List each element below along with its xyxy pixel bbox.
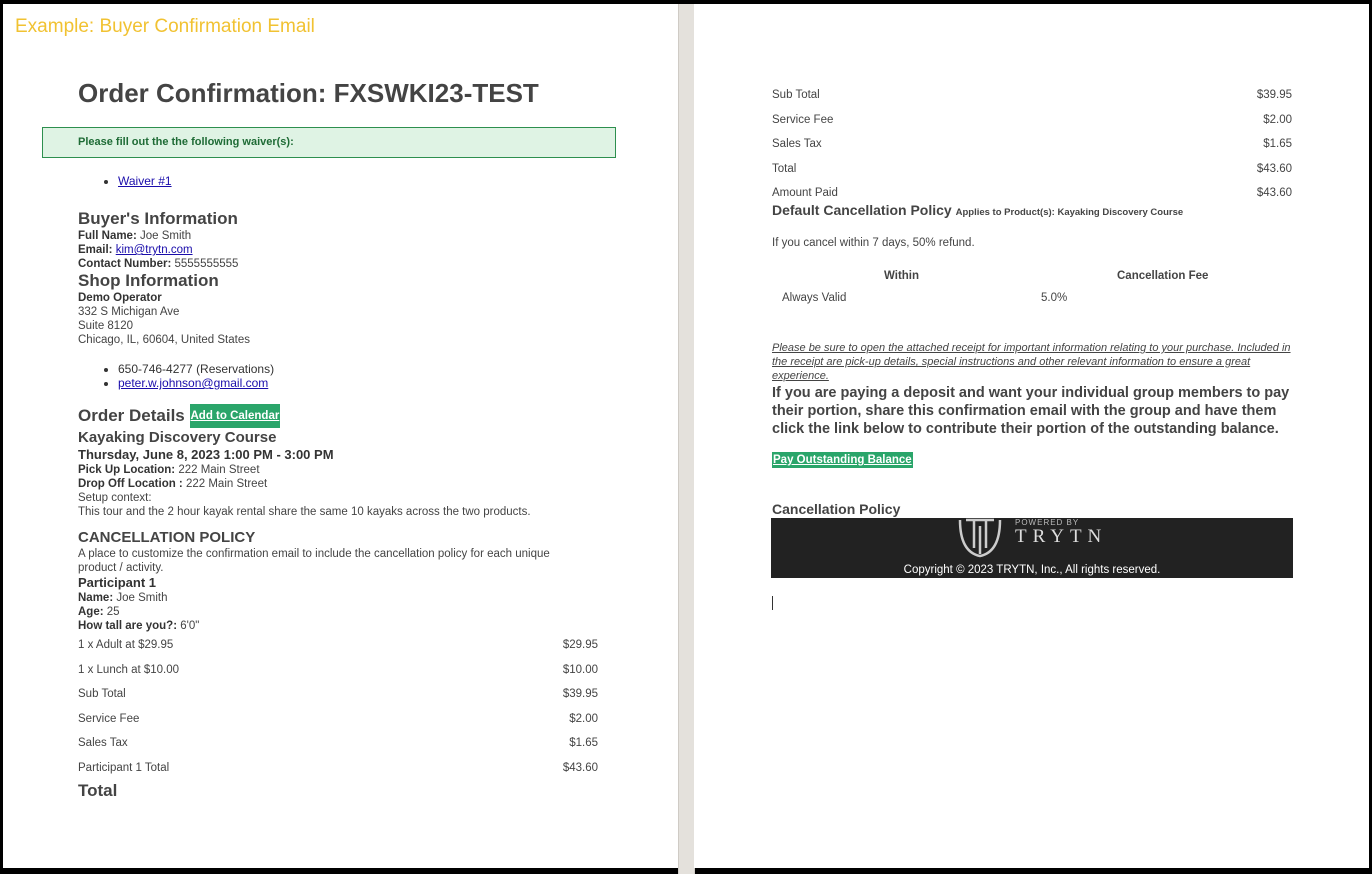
list-item — [118, 376, 274, 390]
trytn-logo-icon — [956, 518, 1004, 558]
line-item-value: $10.00 — [562, 663, 598, 676]
col-within: Within — [884, 270, 920, 282]
total-value: $43.60 — [1256, 187, 1292, 200]
shop-contact-list — [98, 362, 274, 390]
shop-address2: Suite 8120 — [78, 320, 133, 332]
participant-heading: Participant 1 — [78, 575, 157, 590]
cancellation-heading: CANCELLATION POLICY — [78, 529, 256, 546]
waiver-list — [98, 174, 172, 188]
full-name-value: Joe Smith — [140, 230, 192, 242]
participant-name: Joe Smith — [116, 592, 168, 604]
line-item-value: $39.95 — [562, 688, 598, 701]
waiver-link[interactable]: Waiver #1 — [118, 174, 172, 188]
shop-name: Demo Operator — [78, 292, 162, 304]
setup-label: Setup context: — [78, 492, 152, 504]
row-within: Always Valid — [782, 292, 847, 304]
order-title: Order Confirmation: FXSWKI23-TEST — [78, 78, 539, 108]
default-policy-title — [772, 202, 1183, 218]
participant-height-label: How tall are you?: — [78, 620, 178, 632]
order-heading: Order Details — [78, 406, 185, 425]
line-item-label: Sub Total — [78, 688, 126, 701]
buyer-heading: Buyer's Information — [78, 209, 238, 228]
shop-heading: Shop Information — [78, 271, 219, 290]
line-item-label: 1 x Lunch at $10.00 — [78, 663, 180, 676]
participant-height: 6'0" — [180, 620, 200, 632]
default-policy-heading: Default Cancellation Policy — [772, 202, 952, 218]
waiver-banner-text: Please fill out the the following waiver(s): — [78, 136, 294, 148]
shop-section — [78, 271, 250, 347]
setup-text: This tour and the 2 hour kayak rental share the same 10 kayaks across the two products. — [78, 506, 531, 518]
dropoff-label: Drop Off Location : — [78, 478, 183, 490]
cancellation-policy-heading: Cancellation Policy — [772, 501, 901, 517]
pay-outstanding-balance-button[interactable]: Pay Outstanding Balance — [773, 454, 912, 466]
line-item-label: Service Fee — [78, 712, 140, 725]
participant-age: 25 — [106, 606, 120, 618]
contact-value: 5555555555 — [174, 258, 239, 270]
total-value: $2.00 — [1263, 113, 1292, 126]
page-right — [694, 4, 1369, 868]
contact-label: Contact Number: — [78, 258, 172, 270]
total-label: Sub Total — [772, 89, 820, 101]
list-item — [118, 174, 172, 188]
waiver-banner — [42, 127, 616, 158]
participant-name-label: Name: — [78, 592, 114, 604]
example-title: Example: Buyer Confirmation Email — [15, 16, 315, 37]
text-cursor — [772, 596, 773, 610]
product-name: Kayaking Discovery Course — [78, 429, 277, 446]
pickup-value: 222 Main Street — [178, 464, 260, 476]
participant-age-label: Age: — [78, 606, 104, 618]
total-value: $43.60 — [1256, 162, 1292, 175]
dropoff-value: 222 Main Street — [185, 478, 268, 490]
page-divider — [678, 4, 695, 874]
order-section — [78, 404, 531, 519]
email-label: Email: — [78, 244, 113, 256]
total-label: Total — [772, 162, 797, 175]
line-item-label: Sales Tax — [78, 737, 128, 750]
copyright: Copyright © 2023 TRYTN, Inc., All rights reserved. — [903, 564, 1161, 576]
cancellation-text: A place to customize the confirmation email to include the cancellation policy for each unique product / activity. — [78, 548, 550, 574]
order-datetime: Thursday, June 8, 2023 1:00 PM - 3:00 PM — [78, 447, 334, 462]
line-item-value: $2.00 — [569, 712, 598, 725]
full-name-label: Full Name: — [78, 230, 137, 242]
page-left — [3, 4, 678, 868]
cancellation-section — [78, 529, 578, 633]
total-value: $39.95 — [1256, 89, 1292, 101]
total-heading: Total — [78, 781, 118, 800]
buyer-section — [78, 209, 238, 271]
row-fee: 5.0% — [1041, 292, 1068, 304]
deposit-text: If you are paying a deposit and want your individual group members to pay their portion, share this confirmation email with the group and have them click the link below to contribute their portion of the outstanding balance. — [772, 385, 1290, 437]
shop-phone: • 650-746-4277 (Reservations) — [118, 362, 274, 376]
line-item-label: 1 x Adult at $29.95 — [78, 639, 174, 651]
line-item-value: $29.95 — [562, 639, 598, 651]
total-label: Service Fee — [772, 113, 834, 126]
document-frame — [3, 4, 1369, 868]
footer-bar — [771, 518, 1293, 578]
brand-name: TRYTN — [1015, 526, 1108, 547]
add-to-calendar-button[interactable]: Add to Calendar — [190, 404, 281, 428]
line-item-value: $43.60 — [562, 762, 598, 774]
total-label: Sales Tax — [772, 138, 822, 151]
receipt-note: Please be sure to open the attached receipt for important information relating to your purchase. Included in the receipt are pick-up details, special instructions and other relevant information to ensure a great experience. — [772, 342, 1291, 382]
shop-city: Chicago, IL, 60604, United States — [78, 334, 250, 346]
default-policy-text: If you cancel within 7 days, 50% refund. — [772, 237, 975, 249]
default-policy-applies: Applies to Product(s): Kayaking Discovery Course — [955, 207, 1184, 218]
buyer-email-link[interactable]: kim@trytn.com — [115, 244, 193, 256]
total-label: Amount Paid — [772, 187, 838, 200]
col-fee: Cancellation Fee — [1117, 270, 1209, 282]
total-value: $1.65 — [1263, 138, 1292, 151]
pickup-label: Pick Up Location: — [78, 464, 176, 476]
powered-by: POWERED BY — [1015, 518, 1080, 527]
shop-address1: 332 S Michigan Ave — [78, 306, 180, 318]
line-item-value: $1.65 — [569, 737, 598, 750]
shop-email-link[interactable]: peter.w.johnson@gmail.com — [118, 376, 269, 390]
line-item-label: Participant 1 Total — [78, 762, 170, 774]
